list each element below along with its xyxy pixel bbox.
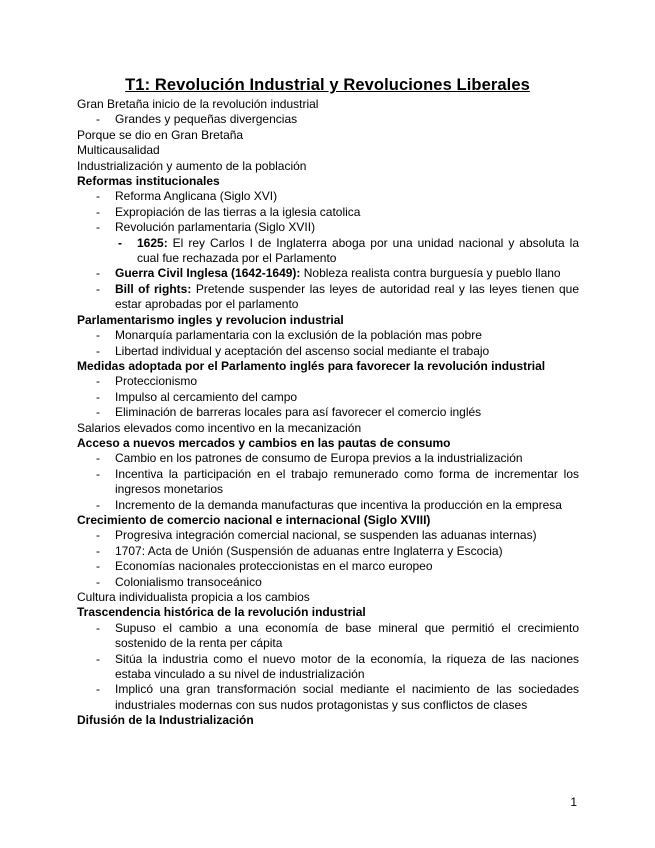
list-item (77, 498, 579, 513)
list-item (77, 682, 579, 713)
list-item-text: Impulso al cercamiento del campo (115, 389, 298, 404)
dash-bullet-icon: - (96, 266, 100, 281)
dash-bullet-icon: - (96, 189, 100, 204)
dash-bullet-icon: - (96, 389, 100, 404)
dash-bullet-icon: - (96, 374, 100, 389)
section-heading: Reformas institucionales (77, 174, 220, 189)
list-item (77, 467, 579, 498)
sub-list-item (77, 236, 579, 267)
dash-bullet-icon: - (96, 328, 100, 343)
list-item-text: Implicó una gran transformación social mediante el nacimiento de las sociedades industriales modernas con sus nudos protagonistas y sus conflictos de clases (115, 682, 579, 712)
list-item (77, 189, 579, 204)
list-item (77, 374, 579, 389)
section-heading: Parlamentarismo ingles y revolucion industrial (77, 312, 344, 327)
list-item (77, 652, 579, 683)
list-item-text: Supuso el cambio a una economía de base mineral que permitió el crecimiento sostenido de la renta per cápita (115, 620, 579, 651)
section-heading: Difusión de la Industrialización (77, 713, 254, 728)
dash-bullet-icon: - (118, 235, 122, 250)
list-item (77, 621, 579, 652)
list-item-text: Reforma Anglicana (Siglo XVI) (115, 189, 278, 204)
dash-bullet-icon: - (96, 559, 100, 574)
section-heading: Trascendencia histórica de la revolución industrial (77, 605, 366, 620)
list-item-text: Incentiva la participación en el trabajo remunerado como forma de incrementar los ingresos monetarios (115, 466, 579, 497)
list-item-text: Grandes y pequeñas divergencias (115, 112, 298, 127)
dash-bullet-icon: - (96, 451, 100, 466)
list-item-text: Economías nacionales proteccionistas en el marco europeo (115, 559, 433, 574)
document-title: T1: Revolución Industrial y Revoluciones Liberales (125, 76, 530, 94)
list-item (77, 282, 579, 313)
dash-bullet-icon: - (96, 281, 100, 296)
list-item (77, 528, 579, 543)
list-item (77, 559, 579, 574)
list-item (77, 344, 579, 359)
dash-bullet-icon: - (96, 405, 100, 420)
list-item-text: Incremento de la demanda manufacturas que incentiva la producción en la empresa (115, 497, 562, 512)
dash-bullet-icon: - (96, 112, 100, 127)
body-line: Gran Bretaña inicio de la revolución industrial (77, 97, 319, 111)
dash-bullet-icon: - (96, 220, 100, 235)
list-item (77, 575, 579, 590)
list-item (77, 205, 579, 220)
dash-bullet-icon: - (96, 682, 100, 697)
list-item-text: Colonialismo transoceánico (115, 574, 262, 589)
list-item (77, 220, 579, 235)
dash-bullet-icon: - (96, 620, 100, 635)
list-item-text: Revolución parlamentaria (Siglo XVII) (115, 220, 316, 235)
list-item (77, 405, 579, 420)
list-item-text: Nobleza realista contra burguesía y pueblo llano (300, 266, 561, 281)
list-item-text: El rey Carlos I de Inglaterra aboga por una unidad nacional y absoluta la cual fue rechazada por el Parlamento (137, 235, 579, 266)
list-item-text: Monarquía parlamentaria con la exclusión de la población mas pobre (115, 328, 482, 343)
dash-bullet-icon: - (96, 466, 100, 481)
dash-bullet-icon: - (96, 651, 100, 666)
section-heading: Crecimiento de comercio nacional e internacional (Siglo XVIII) (77, 512, 431, 527)
body-line: Industrialización y aumento de la población (77, 158, 307, 173)
list-item (77, 451, 579, 466)
list-item-text: Progresiva integración comercial nacional, se suspenden las aduanas internas) (115, 528, 537, 543)
page-number: 1 (570, 795, 577, 809)
list-item-text: Proteccionismo (115, 374, 198, 389)
list-item-text: Cambio en los patrones de consumo de Europa previos a la industrialización (115, 451, 523, 466)
list-item-text: Expropiación de las tierras a la iglesia catolica (115, 204, 361, 219)
list-item-text: Pretende suspender las leyes de autoridad real y las leyes tienen que estar aprobadas por el parlamento (115, 281, 579, 312)
list-item (77, 390, 579, 405)
dash-bullet-icon: - (96, 574, 100, 589)
body-line: Cultura individualista propicia a los cambios (77, 590, 310, 604)
section-heading: Acceso a nuevos mercados y cambios en las pautas de consumo (77, 435, 451, 450)
list-item-text: Eliminación de barreras locales para así favorecer el comercio inglés (115, 405, 482, 420)
dash-bullet-icon: - (96, 497, 100, 512)
dash-bullet-icon: - (96, 343, 100, 358)
document-body (77, 97, 579, 729)
list-item-label: Guerra Civil Inglesa (1642-1649): (115, 266, 301, 281)
list-item-label: 1625: (137, 235, 168, 250)
list-item-text: Sitúa la industria como el nuevo motor de la economía, la riqueza de las naciones estaba vinculado a su nivel de industrialización (115, 651, 579, 682)
list-item-text: 1707: Acta de Unión (Suspensión de aduanas entre Inglaterra y Escocia) (115, 543, 503, 558)
body-line: Salarios elevados como incentivo en la mecanización (77, 420, 362, 435)
dash-bullet-icon: - (96, 204, 100, 219)
body-line: Multicausalidad (77, 143, 160, 158)
section-heading: Medidas adoptada por el Parlamento inglés para favorecer la revolución industrial (77, 358, 546, 373)
list-item (77, 544, 579, 559)
body-line: Porque se dio en Gran Bretaña (77, 127, 244, 142)
list-item (77, 266, 579, 281)
list-item-label: Bill of rights: (115, 281, 192, 296)
list-item (77, 112, 579, 127)
list-item-text: Libertad individual y aceptación del ascenso social mediante el trabajo (115, 343, 490, 358)
list-item (77, 328, 579, 343)
dash-bullet-icon: - (96, 543, 100, 558)
dash-bullet-icon: - (96, 528, 100, 543)
